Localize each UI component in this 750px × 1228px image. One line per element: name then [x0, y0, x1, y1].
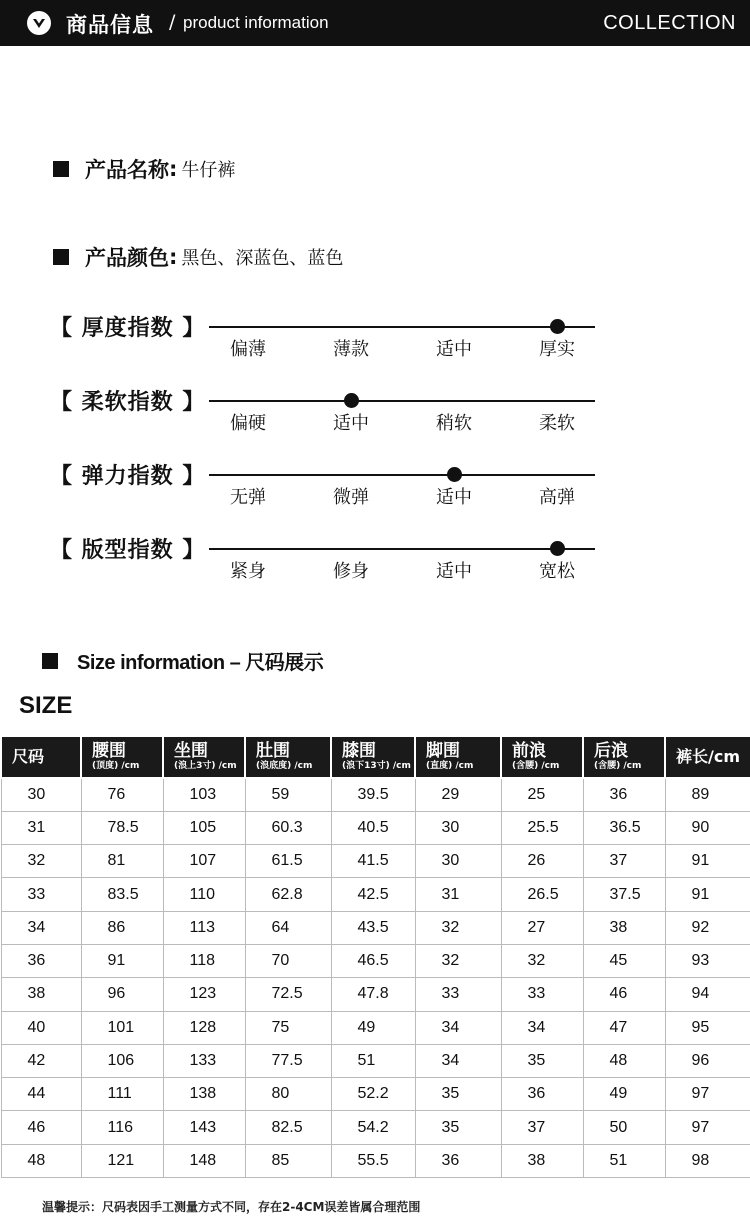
table-cell: 103: [163, 778, 245, 811]
table-cell: 31: [415, 878, 501, 911]
table-row: [1, 1111, 750, 1144]
index-marker-dot: [447, 467, 462, 482]
table-cell: 46.5: [331, 944, 415, 977]
table-cell: 77.5: [245, 1044, 331, 1077]
table-cell: 35: [415, 1078, 501, 1111]
header-main-text: 坐围: [174, 741, 208, 761]
table-cell: 62.8: [245, 878, 331, 911]
table-cell: 36.5: [583, 811, 665, 844]
table-cell: 33: [501, 978, 583, 1011]
table-row: [1, 811, 750, 844]
table-cell: 38: [501, 1144, 583, 1177]
table-cell: 27: [501, 911, 583, 944]
table-cell: 25: [501, 778, 583, 811]
table-cell: 60.3: [245, 811, 331, 844]
table-cell: 33: [1, 878, 81, 911]
table-cell: 45: [583, 944, 665, 977]
table-cell: 80: [245, 1078, 331, 1111]
index-marker-dot: [550, 319, 565, 334]
index-option: 修身: [333, 561, 369, 582]
table-cell: 90: [665, 811, 750, 844]
index-option: 无弹: [230, 487, 266, 508]
table-cell: 85: [245, 1144, 331, 1177]
table-cell: 37: [501, 1111, 583, 1144]
table-row: [1, 845, 750, 878]
index-scale: [0, 385, 750, 445]
table-cell: 72.5: [245, 978, 331, 1011]
table-cell: 93: [665, 944, 750, 977]
index-scale: [0, 533, 750, 593]
table-cell: 101: [81, 1011, 163, 1044]
size-table: [0, 735, 750, 1178]
table-cell: 105: [163, 811, 245, 844]
header-main-text: 脚围: [426, 741, 460, 761]
index-option: 偏硬: [230, 413, 266, 434]
table-cell: 110: [163, 878, 245, 911]
table-cell: 123: [163, 978, 245, 1011]
table-cell: 51: [331, 1044, 415, 1077]
size-section-heading: [42, 646, 323, 675]
product-name-value: 牛仔裤: [181, 160, 236, 181]
table-cell: 36: [1, 944, 81, 977]
table-cell: 128: [163, 1011, 245, 1044]
table-cell: 64: [245, 911, 331, 944]
header-main-text: 肚围: [256, 741, 290, 761]
table-row: [1, 978, 750, 1011]
table-cell: 97: [665, 1078, 750, 1111]
table-cell: 42: [1, 1044, 81, 1077]
table-cell: 54.2: [331, 1111, 415, 1144]
table-cell: 31: [1, 811, 81, 844]
table-cell: 26.5: [501, 878, 583, 911]
table-cell: 116: [81, 1111, 163, 1144]
table-cell: 47.8: [331, 978, 415, 1011]
index-scale: [0, 311, 750, 371]
product-name-colon: :: [169, 157, 178, 181]
table-cell: 46: [583, 978, 665, 1011]
table-cell: 41.5: [331, 845, 415, 878]
index-option: 薄款: [333, 339, 369, 360]
index-option: 稍软: [436, 413, 472, 434]
table-cell: 75: [245, 1011, 331, 1044]
table-cell: 25.5: [501, 811, 583, 844]
table-cell: 92: [665, 911, 750, 944]
header-main-text: 裤长/cm: [676, 747, 741, 766]
bullet-square: [42, 653, 58, 669]
table-cell: 81: [81, 845, 163, 878]
index-label: 【 弹力指数 】: [50, 464, 206, 489]
header-main-text: 前浪: [512, 741, 546, 761]
size-table-header: [331, 736, 415, 778]
table-cell: 111: [81, 1078, 163, 1111]
table-cell: 32: [1, 845, 81, 878]
index-line: [209, 548, 595, 550]
header-sub-text: (顶度) /cm: [92, 761, 140, 771]
table-cell: 43.5: [331, 911, 415, 944]
index-line: [209, 326, 595, 328]
index-label: 【 版型指数 】: [50, 538, 206, 563]
table-cell: 38: [1, 978, 81, 1011]
header-bar: [0, 0, 750, 46]
index-option: 适中: [436, 487, 472, 508]
table-cell: 34: [501, 1011, 583, 1044]
table-cell: 34: [1, 911, 81, 944]
table-cell: 34: [415, 1044, 501, 1077]
table-row: [1, 944, 750, 977]
size-table-header: [583, 736, 665, 778]
table-cell: 121: [81, 1144, 163, 1177]
table-cell: 49: [331, 1011, 415, 1044]
table-cell: 49: [583, 1078, 665, 1111]
index-option: 适中: [333, 413, 369, 434]
table-cell: 106: [81, 1044, 163, 1077]
product-color-colon: :: [169, 245, 178, 269]
table-cell: 113: [163, 911, 245, 944]
index-option: 适中: [436, 339, 472, 360]
table-cell: 36: [583, 778, 665, 811]
table-cell: 37: [583, 845, 665, 878]
header-title-cn: 商品信息: [66, 13, 154, 37]
table-cell: 32: [415, 944, 501, 977]
table-cell: 83.5: [81, 878, 163, 911]
table-cell: 40.5: [331, 811, 415, 844]
size-table-header: [415, 736, 501, 778]
table-cell: 34: [415, 1011, 501, 1044]
table-cell: 44: [1, 1078, 81, 1111]
index-line: [209, 474, 595, 476]
table-cell: 76: [81, 778, 163, 811]
header-main-text: 腰围: [92, 741, 126, 761]
index-option: 偏薄: [230, 339, 266, 360]
header-sub-text: (浪底度) /cm: [256, 761, 313, 771]
table-cell: 47: [583, 1011, 665, 1044]
header-sub-text: (含腰) /cm: [594, 761, 642, 771]
table-cell: 29: [415, 778, 501, 811]
size-table-header: [81, 736, 163, 778]
table-cell: 98: [665, 1144, 750, 1177]
index-option: 厚实: [539, 339, 575, 360]
heart-v-icon: [27, 11, 51, 35]
size-heading-text: Size information – 尺码展示: [77, 652, 324, 674]
size-note: 温馨提示：尺码表因手工测量方式不同，存在2-4CM误差皆属合理范围: [42, 1200, 421, 1214]
bullet-square: [53, 161, 69, 177]
table-row: [1, 911, 750, 944]
size-table-header: [665, 736, 750, 778]
table-cell: 48: [1, 1144, 81, 1177]
table-cell: 70: [245, 944, 331, 977]
product-name-row: [53, 154, 235, 184]
table-cell: 107: [163, 845, 245, 878]
header-sub-text: (浪下13寸) /cm: [342, 761, 411, 771]
table-cell: 59: [245, 778, 331, 811]
index-scale: [0, 459, 750, 519]
size-table-header: [1, 736, 81, 778]
table-row: [1, 1078, 750, 1111]
index-marker-dot: [550, 541, 565, 556]
table-cell: 50: [583, 1111, 665, 1144]
size-table-header: [245, 736, 331, 778]
table-cell: 55.5: [331, 1144, 415, 1177]
table-cell: 30: [1, 778, 81, 811]
table-cell: 42.5: [331, 878, 415, 911]
table-cell: 39.5: [331, 778, 415, 811]
header-sub-text: (浪上3寸) /cm: [174, 761, 237, 771]
product-color-value: 黑色、深蓝色、蓝色: [181, 248, 344, 269]
index-label: 【 厚度指数 】: [50, 316, 206, 341]
header-main-text: 尺码: [12, 747, 45, 766]
table-cell: 61.5: [245, 845, 331, 878]
index-option: 适中: [436, 561, 472, 582]
table-row: [1, 778, 750, 811]
table-cell: 133: [163, 1044, 245, 1077]
header-collection: COLLECTION: [603, 12, 736, 34]
index-line: [209, 400, 595, 402]
table-cell: 95: [665, 1011, 750, 1044]
index-option: 微弹: [333, 487, 369, 508]
table-cell: 86: [81, 911, 163, 944]
table-cell: 46: [1, 1111, 81, 1144]
table-cell: 30: [415, 811, 501, 844]
table-row: [1, 1011, 750, 1044]
table-cell: 143: [163, 1111, 245, 1144]
header-title-en: product information: [183, 13, 329, 32]
table-cell: 32: [415, 911, 501, 944]
table-cell: 36: [501, 1078, 583, 1111]
size-table-header: [163, 736, 245, 778]
table-cell: 148: [163, 1144, 245, 1177]
table-cell: 97: [665, 1111, 750, 1144]
index-option: 柔软: [539, 413, 575, 434]
size-table-header: [501, 736, 583, 778]
header-main-text: 膝围: [342, 741, 376, 761]
table-cell: 96: [81, 978, 163, 1011]
product-color-label: 产品颜色: [85, 246, 169, 270]
header-sub-text: (含腰) /cm: [512, 761, 560, 771]
table-cell: 35: [501, 1044, 583, 1077]
table-cell: 51: [583, 1144, 665, 1177]
table-cell: 48: [583, 1044, 665, 1077]
table-cell: 91: [81, 944, 163, 977]
bullet-square: [53, 249, 69, 265]
index-marker-dot: [344, 393, 359, 408]
table-cell: 96: [665, 1044, 750, 1077]
table-cell: 33: [415, 978, 501, 1011]
table-cell: 52.2: [331, 1078, 415, 1111]
table-cell: 89: [665, 778, 750, 811]
header-slash: /: [169, 11, 176, 33]
index-option: 宽松: [539, 561, 575, 582]
index-option: 紧身: [230, 561, 266, 582]
table-cell: 36: [415, 1144, 501, 1177]
product-color-row: [53, 242, 343, 272]
table-cell: 138: [163, 1078, 245, 1111]
table-cell: 91: [665, 845, 750, 878]
index-option: 高弹: [539, 487, 575, 508]
table-cell: 26: [501, 845, 583, 878]
table-cell: 32: [501, 944, 583, 977]
table-cell: 94: [665, 978, 750, 1011]
product-name-label: 产品名称: [85, 158, 169, 182]
table-row: [1, 1144, 750, 1177]
table-cell: 37.5: [583, 878, 665, 911]
size-big-label: SIZE: [19, 692, 73, 719]
table-cell: 30: [415, 845, 501, 878]
table-cell: 78.5: [81, 811, 163, 844]
table-cell: 82.5: [245, 1111, 331, 1144]
index-label: 【 柔软指数 】: [50, 390, 206, 415]
table-row: [1, 1044, 750, 1077]
table-cell: 38: [583, 911, 665, 944]
table-cell: 35: [415, 1111, 501, 1144]
table-row: [1, 878, 750, 911]
header-main-text: 后浪: [594, 741, 628, 761]
table-cell: 118: [163, 944, 245, 977]
table-cell: 40: [1, 1011, 81, 1044]
table-cell: 91: [665, 878, 750, 911]
header-sub-text: (直度) /cm: [426, 761, 474, 771]
